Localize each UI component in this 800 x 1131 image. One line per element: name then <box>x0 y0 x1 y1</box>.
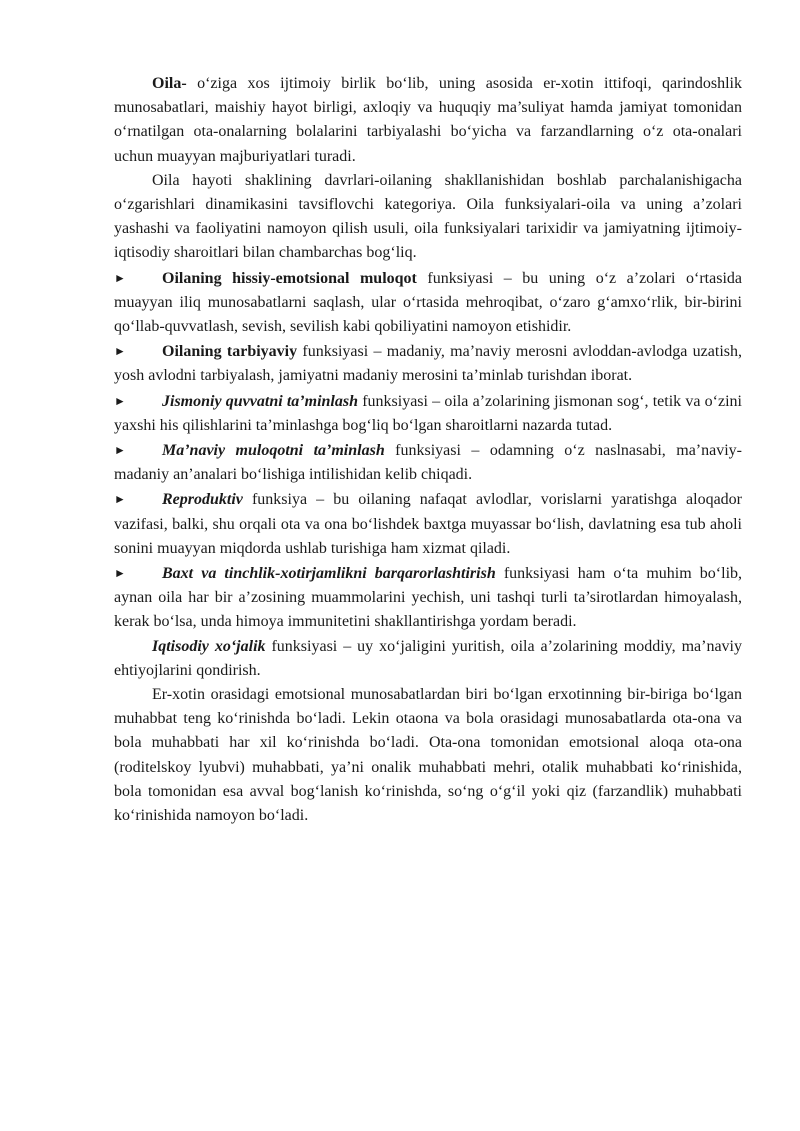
paragraph-oila-definition <box>114 72 742 169</box>
term-iqtisodiy: Iqtisodiy xo‘jalik <box>152 637 266 655</box>
bullet-arrow-icon: ► <box>114 566 126 581</box>
term-hissiy-emotsional: Oilaning hissiy-emotsional muloqot <box>162 269 417 287</box>
paragraph-text: Oila hayoti shaklining davrlari-oilaning shakllanishidan boshlab parchalanishigacha o‘zgarishlari dinamikasini tavsiflovchi kategoriya. Oila funksiyalari-oila va uning a’zolari yashashi va faoliyatini namoyon qilish usuli, oila funksiyalari tarixidir va jamiyatning ijtimoiy-iqtisodiy sharoitlari bilan chambarchas bog‘liq. <box>114 171 742 262</box>
bullet-baxt-tinchlik <box>114 561 742 635</box>
term-jismoniy-quvvat: Jismoniy quvvatni ta’minlash <box>162 392 358 410</box>
term-manaviy-muloqot: Ma’naviy muloqotni ta’minlash <box>162 442 385 460</box>
bullet-text: funksiyasi – madaniy, ma’naviy merosni avloddan-avlodga uzatish, yosh avlodni tarbiyalash, jamiyatni madaniy merosini ta’minlab turishdan iborat. <box>114 343 742 385</box>
bullet-hissiy-emotsional <box>114 266 742 340</box>
bullet-arrow-icon: ► <box>114 443 126 458</box>
bullet-text: funksiyasi – oila a’zolarining jismonan sog‘, tetik va o‘zini yaxshi his qilishlarini ta’minlashga bog‘liq bo‘lgan sharoitlarni nazarda tutad. <box>114 392 742 434</box>
paragraph-iqtisodiy <box>114 635 742 683</box>
bullet-text: funksiyasi – bu uning o‘z a’zolari o‘rtasida muayyan iliq munosabatlarni saqlash, ular o‘rtasida mehroqibat, o‘zaro g‘amxo‘rlik, bir-birini qo‘llab-quvvatlash, sevish, sevilish kabi qobiliyatini namoyon etishidir. <box>114 269 742 336</box>
bullet-arrow-icon: ► <box>114 270 126 285</box>
paragraph-text: funksiyasi – uy xo‘jaligini yuritish, oila a’zolarining moddiy, ma’naviy ehtiyojlarini qondirish. <box>114 637 742 679</box>
bullet-text: funksiyasi – odamning o‘z naslnasabi, ma’naviy-madaniy an’analari bo‘lishiga intilishidan kelib chiqadi. <box>114 442 743 484</box>
bullet-text: funksiya – bu oilaning nafaqat avlodlar, vorislarni yaratishga aloqador vazifasi, balki, shu orqali ota va ona bo‘lishdek baxtga muyassar bo‘lish, davlatning esa tub aholi sonini muayyan miqdorda ushlab turishiga ham xizmat qiladi. <box>114 491 742 557</box>
bullet-manaviy-muloqot <box>114 438 742 487</box>
paragraph-oila-hayoti <box>114 169 742 266</box>
term-tarbiyaviy: Oilaning tarbiyaviy <box>162 343 298 361</box>
term-reproduktiv: Reproduktiv <box>162 491 243 509</box>
bullet-arrow-icon: ► <box>114 344 126 359</box>
term-baxt-tinchlik: Baxt va tinchlik-xotirjamlikni barqarorlashtirish <box>162 565 496 583</box>
paragraph-text: o‘ziga xos ijtimoiy birlik bo‘lib, uning asosida er-xotin ittifoqi, qarindoshlik munosabatlari, maishiy hayot birligi, axloqiy va huquqiy ma’suliyat hamda jamiyat tomonidan o‘rnatilgan ota-onalarning bolalarini tarbiyalashi bo‘yicha va farzandlarning o‘z ota-onalari uchun muayyan majburiyatlari turadi. <box>114 75 742 165</box>
bullet-arrow-icon: ► <box>114 492 126 507</box>
bullet-jismoniy-quvvat <box>114 389 742 438</box>
bullet-tarbiyaviy <box>114 339 742 388</box>
paragraph-text: Er-xotin orasidagi emotsional munosabatlardan biri bo‘lgan erxotinning bir-biriga bo‘lgan muhabbat teng ko‘rinishda bo‘ladi. Lekin otaona va bola orasidagi munosabatlarda ota-ona va bola muhabbati har xil ko‘rinishda bo‘ladi. Ota-ona tomonidan emotsional aloqa ota-ona (roditelskoy lyubvi) muhabbati, ya’ni onalik muhabbati mehri, otalik muhabbati ko‘rinishida, bola tomonidan esa avval bog‘lanish ko‘rinishda, so‘ng o‘g‘il yoki qiz (farzandlik) muhabbati ko‘rinishida namoyon bo‘ladi. <box>114 686 742 825</box>
bullet-reproduktiv <box>114 487 742 561</box>
term-oila: Oila- <box>152 75 187 92</box>
document-page <box>114 72 742 828</box>
bullet-text: funksiyasi ham o‘ta muhim bo‘lib, aynan oila har bir a’zosining muammolarini yechish, uni tashqi turli ta’sirotlardan himoyalash, kerak bo‘lsa, unda himoya immunitetini shakllantirishga yordam beradi. <box>114 565 743 631</box>
paragraph-er-xotin <box>114 683 742 828</box>
bullet-arrow-icon: ► <box>114 393 126 408</box>
